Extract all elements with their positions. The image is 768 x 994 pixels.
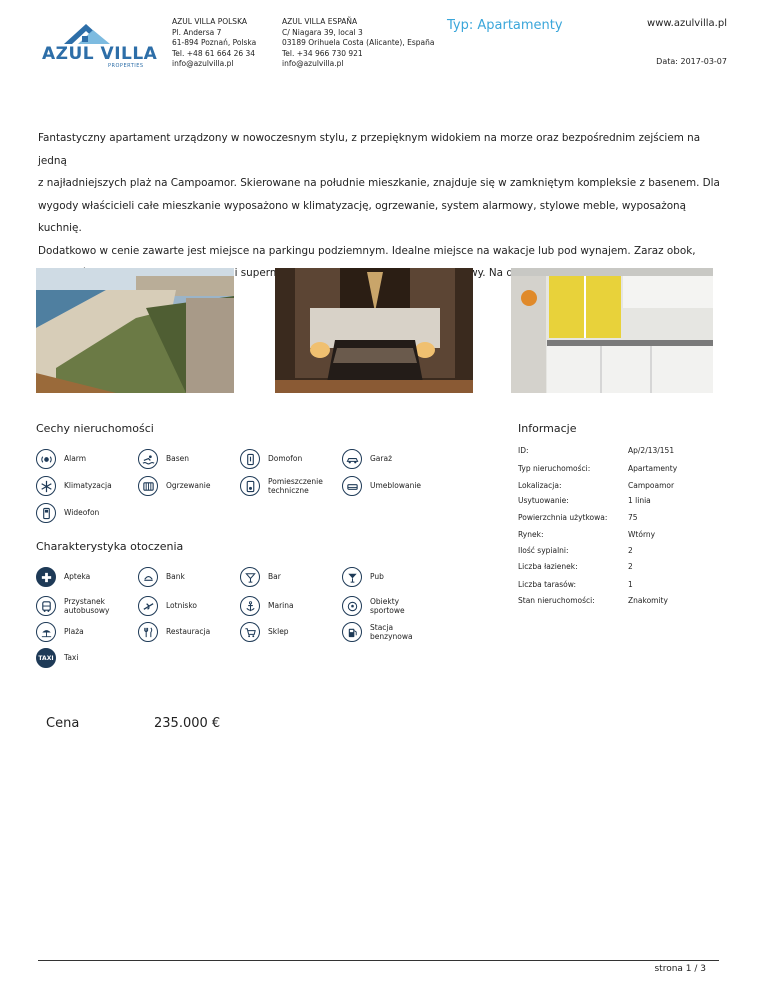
surroundings-title: Charakterystyka otoczenia — [36, 540, 184, 553]
feature-alarm — [36, 447, 130, 471]
utility-room-icon — [240, 476, 260, 496]
office-pl-phone: Tel. +48 61 664 26 34 — [172, 48, 256, 58]
logo-text: AZUL VILLA — [42, 44, 158, 64]
price-label: Cena — [46, 716, 80, 731]
feature-label: Wideofon — [64, 508, 100, 518]
cocktail-icon — [240, 567, 260, 587]
features-title: Cechy nieruchomości — [36, 422, 154, 435]
pool-icon — [138, 449, 158, 469]
feature-label: Alarm — [64, 454, 87, 464]
office-es-email[interactable]: info@azulvilla.pl — [282, 59, 344, 69]
feature-pool — [138, 447, 232, 471]
garage-icon — [342, 449, 362, 469]
cart-icon — [240, 622, 260, 642]
info-key: Stan nieruchomości: — [518, 596, 595, 605]
office-spain — [282, 17, 434, 70]
feature-heating — [138, 474, 232, 498]
surrounding-label: Obiekty sportowe — [370, 596, 405, 615]
taxi-icon: TAXI — [36, 648, 56, 668]
surrounding-bank — [138, 565, 232, 589]
surrounding-pub — [342, 565, 436, 589]
document-date: Data: 2017-03-07 — [656, 57, 727, 66]
surrounding-bus-stop — [36, 594, 130, 618]
snowflake-icon — [36, 476, 56, 496]
logo-subtitle: PROPERTIES — [108, 63, 144, 69]
feature-label: Klimatyzacja — [64, 481, 112, 491]
sofa-icon — [342, 476, 362, 496]
info-key: Typ nieruchomości: — [518, 464, 591, 473]
footer-divider — [38, 960, 719, 961]
info-key: Liczba łazienek: — [518, 562, 578, 571]
feature-garage — [342, 447, 436, 471]
surrounding-gas-station — [342, 620, 436, 644]
surrounding-label: Bar — [268, 572, 281, 582]
office-pl-name: AZUL VILLA POLSKA — [172, 17, 247, 26]
feature-label: Umeblowanie — [370, 481, 422, 491]
photo-sea-view[interactable] — [36, 268, 234, 393]
surrounding-label: Plaża — [64, 627, 84, 637]
office-pl-email[interactable]: info@azulvilla.pl — [172, 59, 234, 69]
info-key: Powierzchnia użytkowa: — [518, 513, 608, 522]
surrounding-label: Taxi — [64, 653, 79, 663]
info-value: 2 — [628, 562, 633, 571]
price-value: 235.000 € — [154, 716, 221, 731]
website-link[interactable]: www.azulvilla.pl — [647, 18, 727, 29]
feature-label: Domofon — [268, 454, 303, 464]
heating-icon — [138, 476, 158, 496]
info-value: Znakomity — [628, 596, 668, 605]
info-key: ID: — [518, 446, 529, 455]
plane-icon — [138, 596, 158, 616]
surrounding-label: Pub — [370, 572, 384, 582]
surrounding-taxi — [36, 646, 130, 670]
company-logo — [38, 18, 158, 70]
description-line: wygody właścicieli całe mieszkanie wyposażono w klimatyzację, ogrzewanie, system alarmowy, stylowe meble, wyposażoną kuchnię. — [38, 199, 687, 234]
feature-videophone — [36, 501, 130, 525]
bus-icon — [36, 596, 56, 616]
property-type: Typ: Apartamenty — [447, 18, 563, 33]
feature-label: Garaż — [370, 454, 393, 464]
description-line: Dodatkowo w cenie zawarte jest miejsce na parkingu podziemnym. Idealne miejsce na wakacje lub pod wynajem. Zaraz obok, — [38, 244, 696, 257]
intercom-icon — [240, 449, 260, 469]
page-number: strona 1 / 3 — [654, 964, 706, 974]
surrounding-label: Marina — [268, 601, 294, 611]
feature-intercom — [240, 447, 334, 471]
pharmacy-icon — [36, 567, 56, 587]
feature-label: Pomieszczenie techniczne — [268, 476, 323, 495]
surrounding-pharmacy — [36, 565, 130, 589]
feature-utility-room — [240, 474, 334, 498]
office-pl-city: 61-894 Poznań, Polska — [172, 38, 257, 48]
surrounding-label: Lotnisko — [166, 601, 197, 611]
surrounding-sports — [342, 594, 436, 618]
fuel-icon — [342, 622, 362, 642]
info-value: Apartamenty — [628, 464, 678, 473]
photo-bedroom[interactable] — [275, 268, 473, 393]
info-key: Rynek: — [518, 530, 544, 539]
surrounding-beach — [36, 620, 130, 644]
feature-label: Ogrzewanie — [166, 481, 211, 491]
alarm-icon — [36, 449, 56, 469]
office-es-street: C/ Niagara 39, local 3 — [282, 27, 363, 37]
pub-icon — [342, 567, 362, 587]
info-value: 1 linia — [628, 496, 651, 505]
info-key: Ilość sypialni: — [518, 546, 569, 555]
info-value: Wtórny — [628, 530, 656, 539]
office-es-city: 03189 Orihuela Costa (Alicante), España — [282, 38, 435, 48]
surrounding-label: Restauracja — [166, 627, 211, 637]
info-value: 2 — [628, 546, 633, 555]
surrounding-label: Apteka — [64, 572, 91, 582]
info-key: Usytuowanie: — [518, 496, 569, 505]
info-key: Liczba tarasów: — [518, 580, 577, 589]
surrounding-marina — [240, 594, 334, 618]
info-key: Lokalizacja: — [518, 481, 562, 490]
surrounding-restaurant — [138, 620, 232, 644]
info-value: Campoamor — [628, 481, 675, 490]
description-line: Na — [488, 267, 504, 279]
surrounding-label: Przystanek autobusowy — [64, 596, 110, 615]
beach-icon — [36, 622, 56, 642]
surrounding-label: Sklep — [268, 627, 289, 637]
info-value: Ap/2/13/151 — [628, 446, 675, 455]
info-title: Informacje — [518, 422, 577, 435]
info-value: 1 — [628, 580, 633, 589]
info-value: 75 — [628, 513, 638, 522]
surrounding-label: Stacja benzynowa — [370, 622, 413, 641]
bank-icon — [138, 567, 158, 587]
cutlery-icon — [138, 622, 158, 642]
description-line: z najładniejszych plaż na Campoamor. Skierowane na południe mieszkanie, znajduje się w zamkniętym kompleksie z basenem. Dla — [38, 177, 720, 189]
office-pl-street: Pl. Andersa 7 — [172, 27, 222, 37]
office-es-name: AZUL VILLA ESPAÑA — [282, 17, 358, 26]
office-poland — [172, 17, 256, 70]
feature-label: Basen — [166, 454, 190, 464]
photo-kitchen[interactable] — [511, 268, 713, 393]
office-es-phone: Tel. +34 966 730 921 — [282, 48, 363, 58]
surrounding-airport — [138, 594, 232, 618]
surrounding-shop — [240, 620, 334, 644]
football-icon — [342, 596, 362, 616]
feature-furniture — [342, 474, 436, 498]
surrounding-bar — [240, 565, 334, 589]
anchor-icon — [240, 596, 260, 616]
surrounding-label: Bank — [166, 572, 185, 582]
description-line: Fantastyczny apartament urządzony w nowoczesnym stylu, z przepięknym widokiem na morze oraz bezpośrednim zejściem na jedną — [38, 132, 701, 167]
videophone-icon — [36, 503, 56, 523]
feature-air-conditioning — [36, 474, 130, 498]
